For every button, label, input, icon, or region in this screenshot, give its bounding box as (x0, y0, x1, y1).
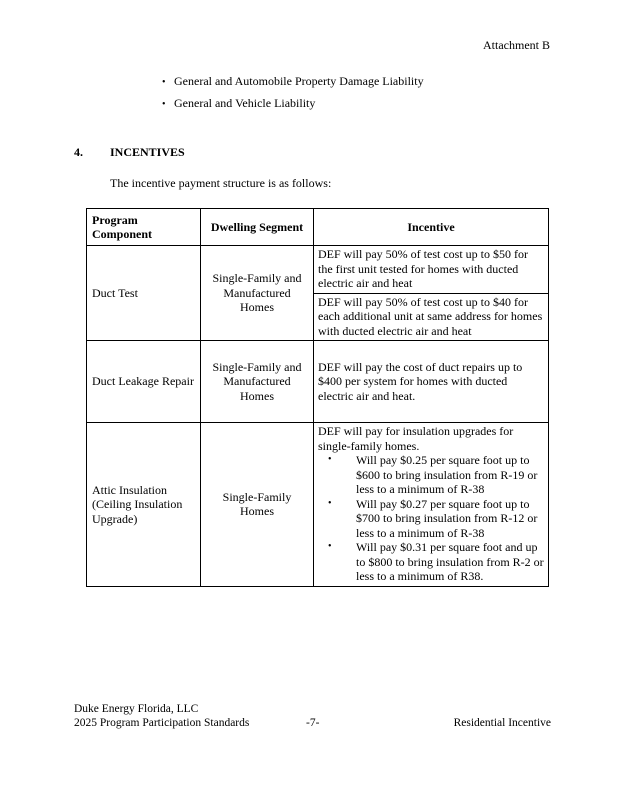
section-number: 4. (74, 145, 83, 159)
intro-paragraph: The incentive payment structure is as follows: (110, 176, 332, 190)
program-component-cell: Duct Test (87, 246, 201, 341)
incentive-intro: DEF will pay for insulation upgrades for single-family homes. (318, 424, 514, 453)
incentive-list-item (318, 497, 544, 541)
bullet-icon: • (328, 497, 332, 509)
page-footer (74, 702, 551, 730)
dwelling-segment-cell: Single-Family and Manufactured Homes (201, 246, 314, 341)
incentive-list-item (318, 540, 544, 584)
program-component-cell: Attic Insulation (Ceiling Insulation Upgrade) (87, 423, 201, 587)
incentive-table (86, 208, 549, 587)
table-row (87, 246, 549, 294)
column-header-dwelling-segment: Dwelling Segment (201, 209, 314, 246)
incentive-item-text: Will pay $0.25 per square foot up to $600 to bring insulation from R-19 or less to a minimum of R-38 (356, 453, 538, 496)
table-header-row (87, 209, 549, 246)
bullet-icon: • (162, 99, 166, 110)
coverage-bullet-list (162, 73, 424, 117)
bullet-icon: • (328, 541, 332, 552)
incentive-item-text: Will pay $0.31 per square foot and up to $800 to bring insulation from R-2 or less to a minimum of R38. (356, 540, 544, 583)
table-row (87, 423, 549, 587)
bullet-icon: • (328, 454, 332, 465)
page-number: -7- (306, 717, 320, 729)
footer-company: Duke Energy Florida, LLC (74, 703, 199, 715)
table-row (87, 341, 549, 423)
section-heading (74, 145, 185, 160)
program-component-cell: Duct Leakage Repair (87, 341, 201, 423)
attachment-label: Attachment B (483, 38, 550, 52)
incentive-cell: DEF will pay 50% of test cost up to $50 for the first unit tested for homes with ducted electric air and heat (314, 246, 549, 294)
incentive-list-item (318, 453, 544, 497)
incentive-item-text: Will pay $0.27 per square foot up to $700 to bring insulation from R-12 or less to a minimum of R-38 (356, 496, 538, 540)
dwelling-segment-cell: Single-Family Homes (201, 423, 314, 587)
footer-program: Residential Incentive (453, 717, 551, 729)
bullet-icon: • (162, 77, 166, 88)
bullet-text: General and Automobile Property Damage Liability (174, 74, 424, 88)
bullet-text: General and Vehicle Liability (174, 96, 316, 110)
incentive-cell: DEF will pay the cost of duct repairs up to $400 per system for homes with ducted electric air and heat. (314, 341, 549, 423)
section-title: INCENTIVES (110, 145, 185, 159)
incentive-cell: DEF will pay 50% of test cost up to $40 for each additional unit at same address for homes with ducted electric air and heat (314, 293, 549, 341)
dwelling-segment-cell: Single-Family and Manufactured Homes (201, 341, 314, 423)
list-item (162, 73, 424, 95)
column-header-incentive: Incentive (314, 209, 549, 246)
list-item (162, 95, 424, 117)
footer-document: 2025 Program Participation Standards (74, 717, 250, 729)
column-header-program-component: Program Component (87, 209, 201, 246)
incentive-cell (314, 423, 549, 587)
